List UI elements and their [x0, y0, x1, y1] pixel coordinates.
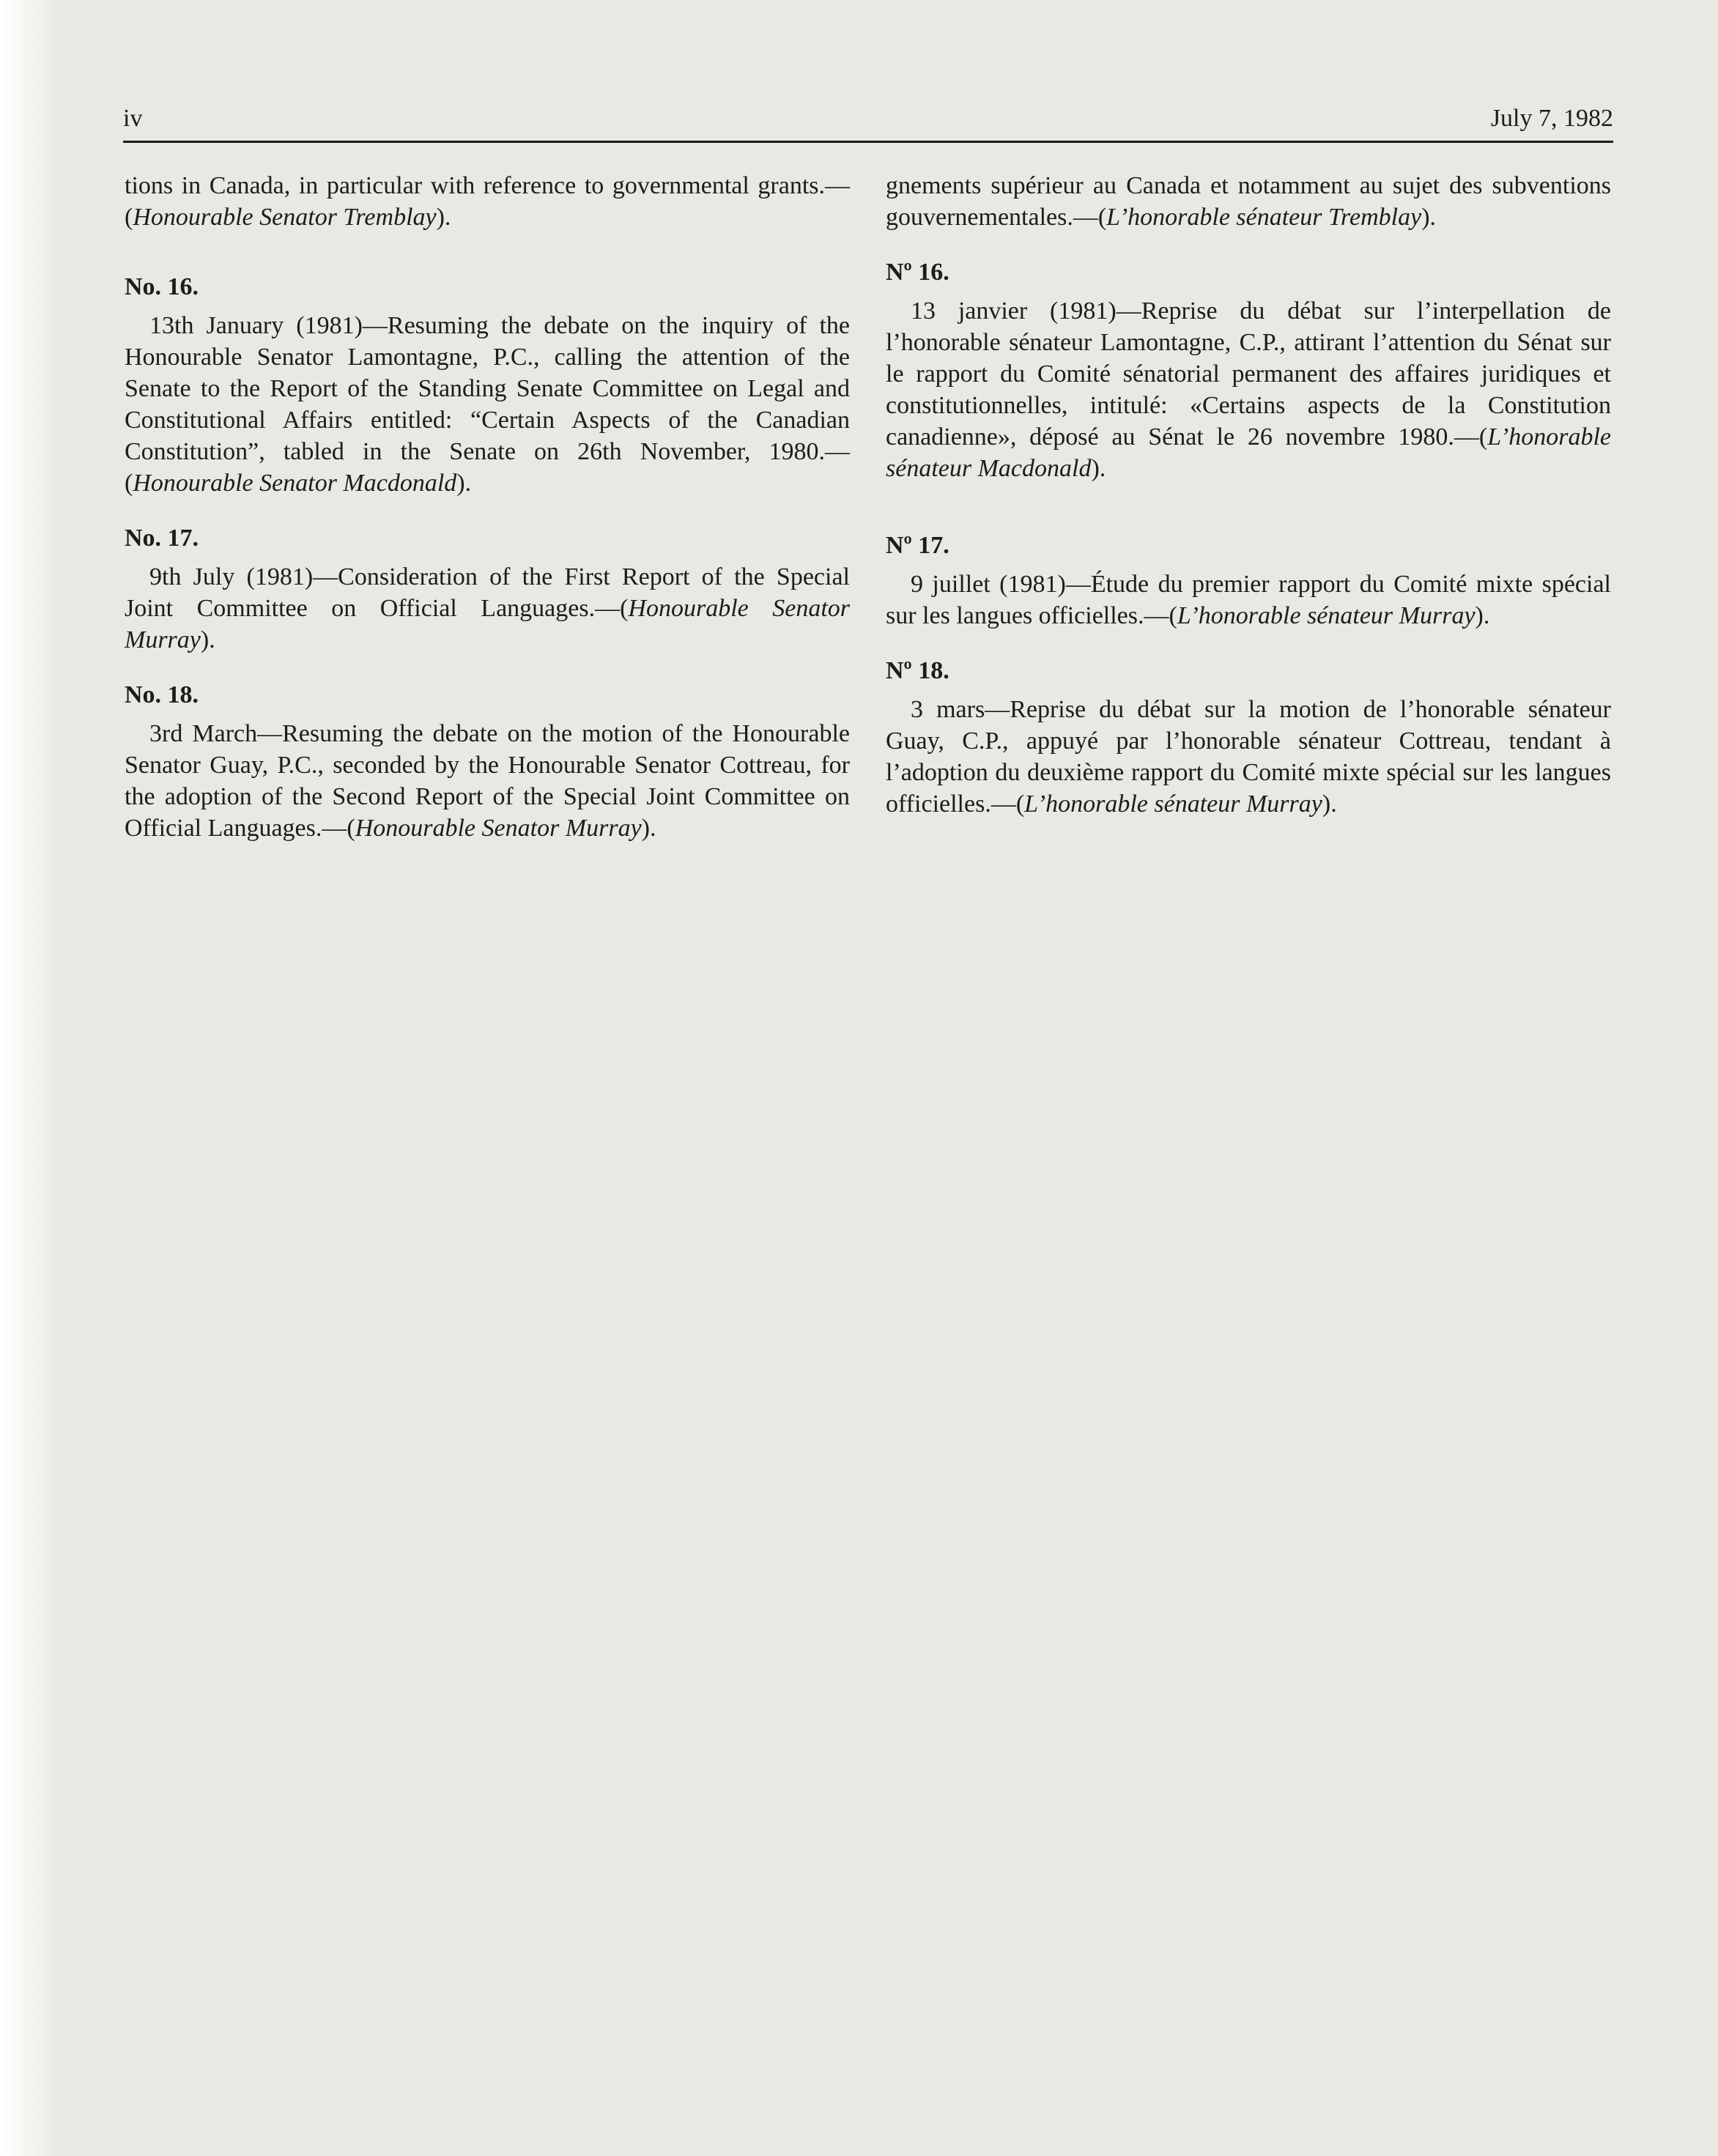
item-senator: Honourable Senator Murray	[125, 595, 850, 653]
continuation-text: tions in Canada, in particular with reference to governmental grants.—(	[125, 172, 850, 231]
item-body: 9th July (1981)—Consideration of the First Report of the Special Joint Committee on Official Languages.—(	[125, 563, 850, 622]
item-18-text	[125, 718, 850, 844]
item-number-17: No. 17.	[125, 525, 199, 552]
item-senator: L’honorable sénateur Murray	[1177, 602, 1476, 629]
item-body: 13th January (1981)—Resuming the debate on the inquiry of the Honourable Senator Lamontagne, P.C., calling the attention of the Senate to the Report of the Standing Senate Committee on Legal and Constitutional Affairs entitled: “Certain Aspects of the Canadian Constitution”, tabled in the Senate on 26th November, 1980.—(	[125, 312, 850, 497]
item-number-16: No. 16.	[125, 273, 199, 300]
french-continuation	[886, 170, 1611, 233]
item-number-17: Nº 17.	[886, 532, 949, 559]
item-close: ).	[1322, 790, 1337, 818]
item-number-18: No. 18.	[125, 681, 199, 708]
item-18-text	[886, 694, 1611, 820]
item-senator: L’honorable sénateur Macdonald	[886, 423, 1611, 482]
page-number: iv	[123, 105, 143, 132]
item-number-18: Nº 18.	[886, 657, 949, 684]
item-close: ).	[1475, 602, 1490, 629]
item-senator: Honourable Senator Murray	[355, 815, 642, 842]
item-senator: Honourable Senator Macdonald	[133, 470, 457, 497]
item-close: ).	[456, 470, 472, 497]
item-close: ).	[1091, 455, 1106, 482]
item-body: 13 janvier (1981)—Reprise du débat sur l’interpellation de l’honorable sénateur Lamontagne, C.P., attirant l’attention du Sénat sur le rapport du Comité sénatorial permanent des affaires juridiques et constitutionnelles, intitulé: «Certains aspects de la Constitution canadienne», déposé au Sénat le 26 novembre 1980.—(	[886, 297, 1611, 451]
continuation-close: ).	[436, 204, 451, 231]
french-column	[886, 170, 1611, 820]
continuation-senator: Honourable Senator Tremblay	[133, 204, 437, 231]
item-17-text	[125, 561, 850, 656]
item-close: ).	[641, 815, 656, 842]
page-header	[123, 103, 1613, 143]
item-close: ).	[200, 626, 215, 653]
continuation-senator: L’honorable sénateur Tremblay	[1106, 204, 1422, 231]
english-column	[125, 170, 850, 844]
item-17-text	[886, 568, 1611, 631]
continuation-close: ).	[1421, 204, 1437, 231]
item-body: 3 mars—Reprise du débat sur la motion de l’honorable sénateur Guay, C.P., appuyé par l’honorable sénateur Cottreau, tendant à l’adoption du deuxième rapport du Comité mixte spécial sur les langues officielles.—(	[886, 696, 1611, 818]
continuation-text: gnements supérieur au Canada et notamment au sujet des subventions gouvernementales.—(	[886, 172, 1611, 231]
english-continuation	[125, 170, 850, 233]
item-16-text	[125, 310, 850, 499]
item-16-text	[886, 295, 1611, 484]
header-date: July 7, 1982	[1490, 105, 1613, 132]
item-body: 3rd March—Resuming the debate on the motion of the Honourable Senator Guay, P.C., seconded by the Honourable Senator Cottreau, for the adoption of the Second Report of the Special Joint Committee on Official Languages.—(	[125, 720, 850, 842]
item-number-16: Nº 16.	[886, 259, 949, 286]
item-body: 9 juillet (1981)—Étude du premier rapport du Comité mixte spécial sur les langues officielles.—(	[886, 571, 1611, 629]
item-senator: L’honorable sénateur Murray	[1024, 790, 1322, 818]
